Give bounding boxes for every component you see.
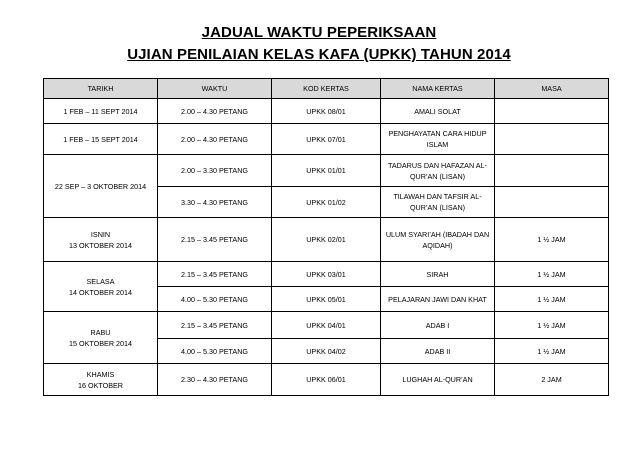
cell-nama — [381, 155, 495, 187]
table-row — [44, 262, 609, 287]
cell-nama: ADAB I — [381, 312, 495, 339]
title-line-2: UJIAN PENILAIAN KELAS KAFA (UPKK) TAHUN 2014 — [127, 46, 511, 63]
title-line-1: JADUAL WAKTU PEPERIKSAAN — [201, 24, 437, 41]
cell-nama-line-2: AQIDAH) — [422, 240, 453, 250]
cell-waktu: 2.00 – 3.30 PETANG — [158, 155, 272, 187]
table-row — [44, 124, 609, 155]
cell-masa: 2 JAM — [495, 364, 609, 396]
table-row — [44, 155, 609, 187]
header-kod-kertas: KOD KERTAS — [272, 79, 381, 99]
cell-kod: UPKK 01/01 — [272, 155, 381, 187]
cell-waktu: 2.30 – 4.30 PETANG — [158, 364, 272, 396]
header-waktu: WAKTU — [158, 79, 272, 99]
header-row — [44, 79, 609, 99]
cell-masa — [495, 187, 609, 218]
cell-tarikh-day: SELASA — [86, 276, 115, 286]
cell-waktu: 4.00 – 5.30 PETANG — [158, 287, 272, 312]
cell-tarikh-date: 14 OKTOBER 2014 — [69, 287, 132, 297]
document-title — [0, 22, 638, 66]
cell-kod: UPKK 04/02 — [272, 339, 381, 364]
cell-masa — [495, 99, 609, 124]
cell-nama — [381, 187, 495, 218]
table-row — [44, 218, 609, 262]
table-row — [44, 99, 609, 124]
table-row — [44, 312, 609, 339]
cell-nama: AMALI SOLAT — [381, 99, 495, 124]
cell-waktu: 2.00 – 4.30 PETANG — [158, 124, 272, 155]
cell-waktu: 3.30 – 4.30 PETANG — [158, 187, 272, 218]
cell-tarikh — [44, 218, 158, 262]
cell-masa: 1 ½ JAM — [495, 262, 609, 287]
cell-masa — [495, 124, 609, 155]
cell-kod: UPKK 02/01 — [272, 218, 381, 262]
cell-tarikh-date: 13 OKTOBER 2014 — [69, 240, 132, 250]
cell-kod: UPKK 03/01 — [272, 262, 381, 287]
cell-tarikh — [44, 312, 158, 364]
cell-masa: 1 ½ JAM — [495, 218, 609, 262]
cell-masa: 1 ½ JAM — [495, 312, 609, 339]
cell-nama — [381, 124, 495, 155]
cell-nama-line-2: QUR’AN (LISAN) — [409, 171, 466, 181]
cell-waktu: 2.15 – 3.45 PETANG — [158, 218, 272, 262]
cell-nama: ADAB II — [381, 339, 495, 364]
cell-nama: PELAJARAN JAWI DAN KHAT — [381, 287, 495, 312]
cell-kod: UPKK 08/01 — [272, 99, 381, 124]
cell-tarikh-day: ISNIN — [90, 229, 111, 239]
cell-kod: UPKK 07/01 — [272, 124, 381, 155]
cell-masa: 1 ½ JAM — [495, 339, 609, 364]
cell-tarikh-date: 15 OKTOBER 2014 — [69, 338, 132, 348]
header-tarikh: TARIKH — [44, 79, 158, 99]
cell-tarikh — [44, 364, 158, 396]
cell-waktu: 2.15 – 3.45 PETANG — [158, 312, 272, 339]
cell-nama-line-1: PENGHAYATAN CARA HIDUP — [388, 129, 487, 138]
cell-nama-line-1: TADARUS DAN HAFAZAN AL- — [388, 160, 487, 170]
header-nama-kertas: NAMA KERTAS — [381, 79, 495, 99]
cell-nama-line-2: QUR’AN (LISAN) — [409, 203, 466, 212]
cell-kod: UPKK 06/01 — [272, 364, 381, 396]
cell-nama: LUGHAH AL-QUR’AN — [381, 364, 495, 396]
cell-nama-line-1: ULUM SYARI’AH (IBADAH DAN — [385, 229, 490, 239]
cell-waktu: 2.15 – 3.45 PETANG — [158, 262, 272, 287]
header-masa: MASA — [495, 79, 609, 99]
cell-kod: UPKK 05/01 — [272, 287, 381, 312]
cell-kod: UPKK 04/01 — [272, 312, 381, 339]
cell-kod: UPKK 01/02 — [272, 187, 381, 218]
cell-tarikh — [44, 262, 158, 312]
cell-waktu: 2.00 – 4.30 PETANG — [158, 99, 272, 124]
cell-tarikh: 22 SEP – 3 OKTOBER 2014 — [44, 155, 158, 218]
cell-masa: 1 ½ JAM — [495, 287, 609, 312]
cell-masa — [495, 155, 609, 187]
cell-nama-line-1: TILAWAH DAN TAFSIR AL- — [393, 192, 482, 201]
cell-nama — [381, 218, 495, 262]
cell-nama-line-2: ISLAM — [426, 140, 449, 149]
cell-tarikh-date: 16 OKTOBER — [77, 380, 123, 390]
cell-nama: SIRAH — [381, 262, 495, 287]
cell-tarikh: 1 FEB – 11 SEPT 2014 — [44, 99, 158, 124]
table-row — [44, 364, 609, 396]
cell-tarikh: 1 FEB – 15 SEPT 2014 — [44, 124, 158, 155]
cell-tarikh-day: KHAMIS — [86, 369, 115, 379]
cell-waktu: 4.00 – 5.30 PETANG — [158, 339, 272, 364]
exam-timetable — [43, 78, 609, 396]
cell-tarikh-day: RABU — [90, 327, 111, 337]
